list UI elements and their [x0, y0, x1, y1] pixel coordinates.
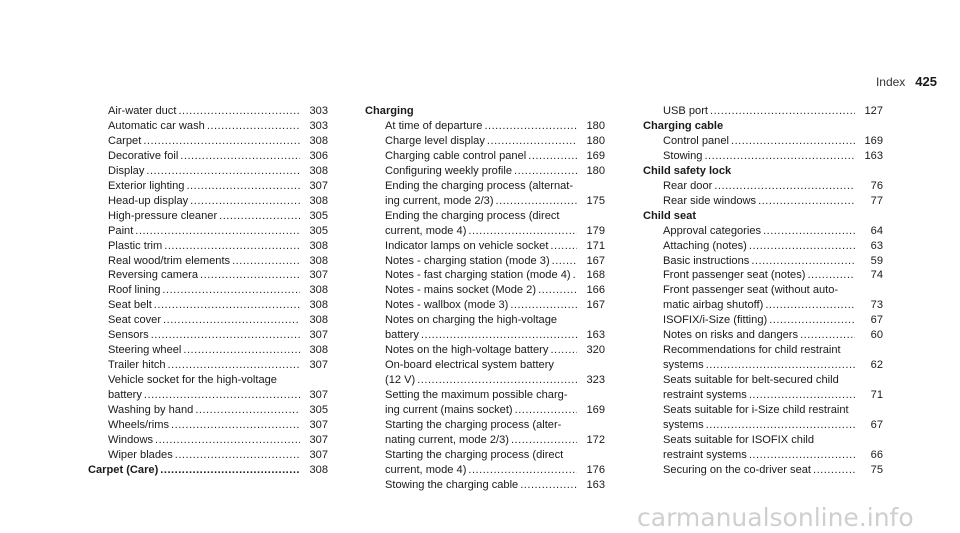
index-entry [88, 358, 328, 373]
leader-dots [813, 463, 855, 478]
leader-dots [171, 418, 300, 433]
page-ref: 305 [309, 224, 328, 237]
entry-text: Basic instructions [663, 254, 750, 267]
index-entry-text: Seats suitable for belt-secured child [663, 374, 839, 387]
index-entry [88, 283, 328, 298]
index-entry [88, 343, 328, 358]
index-entry-text: Recommendations for child restraint [663, 344, 841, 357]
page-ref: 307 [309, 329, 328, 342]
entry-text: Notes on the high-voltage battery [385, 344, 549, 357]
entry-text: Paint [108, 224, 134, 237]
leader-dots [487, 134, 577, 149]
entry-text: USB port [663, 105, 709, 117]
index-entry [88, 104, 328, 119]
leader-dots [195, 403, 300, 418]
entry-text: systems [663, 359, 704, 372]
page-ref: 77 [870, 194, 883, 207]
leader-dots [731, 134, 855, 149]
leader-dots [168, 358, 300, 373]
entry-text: Wiper blades [108, 448, 173, 461]
leader-dots [135, 224, 300, 239]
leader-dots [468, 463, 577, 478]
index-entry [643, 179, 883, 194]
page-ref: 76 [870, 179, 883, 192]
entry-text: Notes - wallbox (mode 3) [385, 299, 509, 312]
heading-text: Charging cable [643, 119, 724, 132]
leader-dots [417, 373, 577, 388]
entry-text: battery [108, 389, 142, 402]
index-heading [643, 209, 883, 224]
heading-text: Child seat [643, 209, 697, 222]
page-ref: 167 [586, 299, 605, 312]
index-entry [88, 313, 328, 328]
index-entry-text: Seats suitable for ISOFIX child [663, 433, 815, 446]
page-ref: 64 [870, 224, 883, 237]
index-entry [643, 149, 883, 164]
index-entry [88, 194, 328, 209]
page-ref: 179 [586, 224, 605, 237]
page-ref: 169 [586, 404, 605, 417]
entry-text: Automatic car wash [108, 119, 205, 132]
index-entry [643, 134, 883, 149]
leader-dots [162, 283, 300, 298]
entry-text: Steering wheel [108, 344, 182, 357]
page-ref: 127 [864, 105, 883, 117]
entry-text: Seat belt [108, 299, 152, 312]
page-ref: 305 [309, 209, 328, 222]
entry-text: Notes on risks and dangers [663, 329, 799, 342]
index-entry [88, 328, 328, 343]
leader-dots [710, 104, 855, 119]
index-entry [643, 463, 883, 478]
leader-dots [552, 254, 577, 269]
entry-text: Approval categories [663, 224, 762, 237]
leader-dots [164, 239, 300, 254]
leader-dots [706, 418, 855, 433]
leader-dots [763, 224, 855, 239]
page-ref: 169 [586, 149, 605, 162]
page-ref: 66 [870, 448, 883, 461]
page-header [876, 74, 937, 89]
index-entry [643, 418, 883, 433]
index-entry [643, 268, 883, 283]
leader-dots [175, 448, 300, 463]
page-ref: 169 [864, 134, 883, 147]
index-entry [88, 149, 328, 164]
index-entry [643, 313, 883, 328]
page-ref: 303 [309, 119, 328, 132]
entry-text: Display [108, 164, 145, 177]
entry-text: Sensors [108, 329, 149, 342]
entry-text: Carpet [108, 134, 142, 147]
entry-text: Trailer hitch [108, 359, 166, 372]
leader-dots [751, 254, 855, 269]
entry-text: Decorative foil [108, 149, 179, 162]
page-ref: 60 [870, 329, 883, 342]
page-ref: 74 [870, 269, 883, 282]
index-entry [643, 298, 883, 313]
page-ref: 308 [309, 164, 328, 177]
index-entry [88, 268, 328, 283]
index-entry [88, 433, 328, 448]
page-ref: 175 [586, 194, 605, 207]
entry-text: Air-water duct [108, 105, 177, 117]
entry-text: Stowing [663, 149, 703, 162]
leader-dots [511, 433, 577, 448]
leader-dots [468, 224, 577, 239]
index-entry [643, 388, 883, 403]
leader-dots [807, 268, 855, 283]
leader-dots [749, 239, 855, 254]
index-entry [365, 194, 605, 209]
entry-text: Washing by hand [108, 404, 194, 417]
index-entry-text: Ending the charging process (direct [385, 209, 560, 222]
index-entry [365, 433, 605, 448]
page-ref: 163 [864, 149, 883, 162]
index-entry [365, 134, 605, 149]
entry-text: (12 V) [385, 374, 416, 387]
index-entry [365, 239, 605, 254]
page-number: 425 [915, 74, 937, 89]
entry-text: Stowing the charging cable [385, 478, 519, 491]
index-entry-text: On-board electrical system battery [385, 359, 554, 372]
leader-dots [704, 149, 855, 164]
leader-dots [178, 104, 300, 119]
index-entry [365, 268, 605, 283]
index-entry [643, 358, 883, 373]
leader-dots [144, 388, 300, 403]
page-ref: 166 [586, 284, 605, 297]
entry-text: restraint systems [663, 448, 747, 461]
index-entry [88, 239, 328, 254]
page-ref: 305 [309, 404, 328, 417]
entry-text: restraint systems [663, 389, 747, 402]
page-ref: 307 [309, 433, 328, 446]
leader-dots [514, 164, 577, 179]
entry-text: Rear door [663, 179, 713, 192]
page-ref: 73 [870, 299, 883, 312]
page-ref: 307 [309, 359, 328, 372]
entry-text: Roof lining [108, 284, 161, 297]
index-heading [643, 164, 883, 179]
page-ref: 307 [309, 179, 328, 192]
leader-dots [520, 478, 577, 493]
index-entry-text: Starting the charging process (alter- [385, 419, 562, 432]
index-entry [365, 164, 605, 179]
entry-text: Seat cover [108, 314, 162, 327]
index-entry [88, 119, 328, 134]
index-entry [643, 239, 883, 254]
page-ref: 308 [309, 284, 328, 297]
leader-dots [528, 149, 577, 164]
leader-dots [219, 209, 300, 224]
page-ref: 172 [586, 433, 605, 446]
leader-dots [232, 254, 300, 269]
index-entry [88, 164, 328, 179]
index-entry [365, 283, 605, 298]
page-ref: 320 [586, 344, 605, 357]
entry-text: Real wood/trim elements [108, 254, 231, 267]
entry-text: Charging cable control panel [385, 149, 527, 162]
leader-dots [538, 283, 577, 298]
entry-text: Plastic trim [108, 239, 163, 252]
entry-text: current, mode 4) [385, 224, 467, 237]
leader-dots [515, 403, 577, 418]
index-label: Index [875, 75, 906, 89]
page-ref: 67 [870, 419, 883, 432]
leader-dots [163, 313, 300, 328]
leader-dots [484, 119, 577, 134]
index-entry [643, 328, 883, 343]
entry-text: Configuring weekly profile [385, 164, 513, 177]
leader-dots [765, 298, 855, 313]
entry-text: ISOFIX/i-Size (fitting) [663, 314, 768, 327]
watermark: carmanualsonline.info [637, 503, 914, 532]
page-ref: 167 [586, 254, 605, 267]
page-ref: 307 [309, 448, 328, 461]
index-entry-text: Ending the charging process (alternat- [385, 179, 574, 192]
entry-text: Carpet (Care) [88, 463, 159, 476]
index-entry-text: Front passenger seat (without auto- [663, 284, 839, 297]
index-column-1 [88, 104, 328, 478]
entry-text: systems [663, 419, 704, 432]
entry-text: Indicator lamps on vehicle socket [385, 239, 549, 252]
heading-text: Charging [365, 105, 414, 117]
heading-text: Child safety lock [643, 164, 732, 177]
page-ref: 307 [309, 389, 328, 402]
leader-dots [550, 343, 577, 358]
leader-dots [190, 194, 300, 209]
page-ref: 163 [586, 329, 605, 342]
index-entry [643, 448, 883, 463]
page-ref: 180 [586, 134, 605, 147]
index-entry [88, 388, 328, 403]
page-ref: 308 [309, 194, 328, 207]
index-entry [88, 209, 328, 224]
page-ref: 75 [870, 463, 883, 476]
page-ref: 306 [309, 149, 328, 162]
entry-text: ing current (mains socket) [385, 404, 513, 417]
entry-text: Windows [108, 433, 154, 446]
entry-text: Front passenger seat (notes) [663, 269, 806, 282]
leader-dots [183, 343, 300, 358]
leader-dots [573, 268, 577, 283]
leader-dots [714, 179, 855, 194]
index-entry [88, 448, 328, 463]
index-column-2 [365, 104, 605, 493]
index-entry [365, 224, 605, 239]
entry-text: Notes - mains socket (Mode 2) [385, 284, 537, 297]
page-ref: 67 [870, 314, 883, 327]
entry-text: High-pressure cleaner [108, 209, 218, 222]
page-ref: 308 [309, 134, 328, 147]
leader-dots [180, 149, 300, 164]
index-heading [643, 119, 883, 134]
index-entry [643, 254, 883, 269]
entry-text: Exterior lighting [108, 179, 185, 192]
leader-dots [200, 268, 300, 283]
leader-dots [151, 328, 300, 343]
index-entry [643, 194, 883, 209]
leader-dots [154, 298, 300, 313]
leader-dots [706, 358, 855, 373]
leader-dots [769, 313, 855, 328]
index-entry [365, 343, 605, 358]
index-entry [365, 403, 605, 418]
page-ref: 308 [309, 344, 328, 357]
page-ref: 171 [586, 239, 605, 252]
index-entry [643, 224, 883, 239]
index-entry [643, 104, 883, 119]
entry-text: Securing on the co-driver seat [663, 463, 811, 476]
index-entry [88, 403, 328, 418]
entry-text: Charge level display [385, 134, 485, 147]
index-entry [88, 254, 328, 269]
page-ref: 71 [870, 389, 883, 402]
entry-text: nating current, mode 2/3) [385, 433, 509, 446]
index-entry-text: Vehicle socket for the high-voltage [108, 374, 277, 387]
page-ref: 308 [309, 314, 328, 327]
page-ref: 59 [870, 254, 883, 267]
leader-dots [510, 298, 577, 313]
entry-text: current, mode 4) [385, 463, 467, 476]
page-ref: 63 [870, 239, 883, 252]
leader-dots [550, 239, 577, 254]
page-ref: 176 [586, 463, 605, 476]
index-entry [365, 254, 605, 269]
index-entry [365, 119, 605, 134]
index-entry [365, 478, 605, 493]
entry-text: Reversing camera [108, 269, 199, 282]
leader-dots [143, 134, 300, 149]
entry-text: ing current, mode 2/3) [385, 194, 494, 207]
entry-text: Attaching (notes) [663, 239, 747, 252]
index-entry [88, 418, 328, 433]
index-entry [365, 328, 605, 343]
page-ref: 163 [586, 478, 605, 491]
leader-dots [160, 463, 300, 478]
page-ref: 323 [586, 374, 605, 387]
index-entry [365, 373, 605, 388]
leader-dots [146, 164, 300, 179]
page-ref: 308 [309, 463, 328, 476]
entry-text: Wheels/rims [108, 419, 170, 432]
leader-dots [421, 328, 577, 343]
leader-dots [800, 328, 855, 343]
index-entry-text: Setting the maximum possible charg- [385, 389, 568, 402]
page-ref: 308 [309, 239, 328, 252]
page-ref: 168 [586, 269, 605, 282]
leader-dots [749, 448, 855, 463]
leader-dots [207, 119, 300, 134]
index-entry [365, 298, 605, 313]
index-entry [365, 463, 605, 478]
page-ref: 307 [309, 269, 328, 282]
leader-dots [749, 388, 855, 403]
entry-text: Notes - charging station (mode 3) [385, 254, 550, 267]
page-ref: 308 [309, 254, 328, 267]
leader-dots [155, 433, 300, 448]
page-ref: 180 [586, 164, 605, 177]
index-heading [365, 104, 605, 119]
index-heading-entry [88, 463, 328, 478]
index-entry [365, 149, 605, 164]
entry-text: battery [385, 329, 419, 342]
entry-text: Control panel [663, 134, 729, 147]
leader-dots [186, 179, 300, 194]
index-entry [88, 134, 328, 149]
page-ref: 307 [309, 419, 328, 432]
page-ref: 303 [309, 105, 328, 117]
index-entry [88, 298, 328, 313]
page-ref: 180 [586, 119, 605, 132]
entry-text: Head-up display [108, 194, 189, 207]
index-entry-text: Starting the charging process (direct [385, 448, 564, 461]
entry-text: Notes - fast charging station (mode 4) [385, 269, 571, 282]
entry-text: Rear side windows [663, 194, 757, 207]
entry-text: At time of departure [385, 119, 483, 132]
index-entry-text: Notes on charging the high-voltage [385, 314, 558, 327]
page-ref: 308 [309, 299, 328, 312]
leader-dots [496, 194, 577, 209]
entry-text: matic airbag shutoff) [663, 299, 764, 312]
index-entry [88, 224, 328, 239]
index-entry-text: Seats suitable for i-Size child restraint [663, 404, 849, 417]
leader-dots [758, 194, 855, 209]
index-column-3 [643, 104, 883, 478]
page-ref: 62 [870, 359, 883, 372]
index-entry [88, 179, 328, 194]
